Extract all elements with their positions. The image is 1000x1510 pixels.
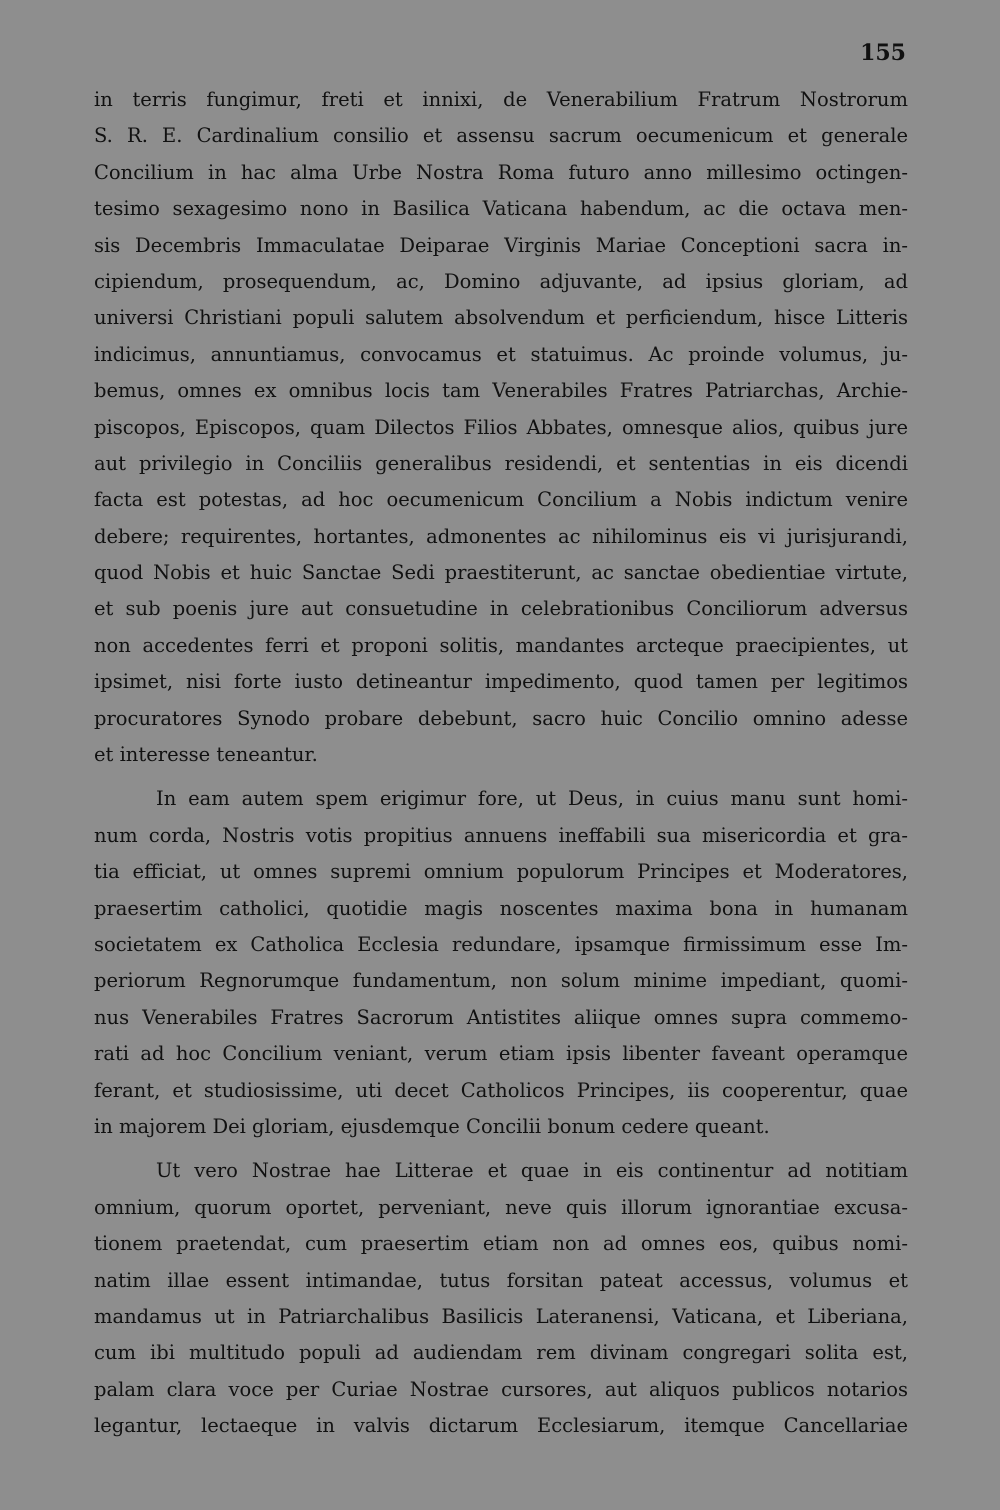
text-line: Ut vero Nostrae hae Litterae et quae in eis continentur ad notitiam — [156, 1159, 908, 1183]
text-line: universi Christiani populi salutem absolvendum et perficiendum, hisce Litteris — [94, 306, 908, 330]
paragraph — [94, 1153, 908, 1444]
paragraph — [94, 781, 908, 1145]
text-line: In eam autem spem erigimur fore, ut Deus, in cuius manu sunt homi- — [156, 787, 908, 811]
text-line: natim illae essent intimandae, tutus forsitan pateat accessus, volumus et — [94, 1268, 908, 1292]
text-line: ipsimet, nisi forte iusto detineantur impedimento, quod tamen per legitimos — [94, 670, 908, 694]
text-line: praesertim catholici, quotidie magis noscentes maxima bona in humanam — [94, 896, 908, 920]
body-text — [94, 82, 908, 1444]
text-line: et interesse teneantur. — [94, 743, 318, 767]
text-line: et sub poenis jure aut consuetudine in celebrationibus Conciliorum adversus — [94, 597, 908, 621]
text-line: nus Venerabiles Fratres Sacrorum Antistites aliique omnes supra commemo- — [94, 1005, 908, 1029]
paragraph — [94, 82, 908, 773]
text-line: procuratores Synodo probare debebunt, sacro huic Concilio omnino adesse — [94, 706, 908, 730]
text-line: Concilium in hac alma Urbe Nostra Roma futuro anno millesimo octingen- — [94, 160, 908, 184]
paragraph-gap — [94, 1145, 908, 1153]
text-line: piscopos, Episcopos, quam Dilectos Filios Abbates, omnesque alios, quibus jure — [94, 415, 908, 439]
text-line: num corda, Nostris votis propitius annuens ineffabili sua misericordia et gra- — [94, 823, 908, 847]
text-line: legantur, lectaeque in valvis dictarum Ecclesiarum, itemque Cancellariae — [94, 1414, 908, 1438]
text-line: tia efficiat, ut omnes supremi omnium populorum Principes et Moderatores, — [94, 860, 908, 884]
text-line: non accedentes ferri et proponi solitis, mandantes arcteque praecipientes, ut — [94, 633, 908, 657]
text-line: in majorem Dei gloriam, ejusdemque Concilii bonum cedere queant. — [94, 1114, 770, 1138]
text-line: societatem ex Catholica Ecclesia redundare, ipsamque firmissimum esse Im- — [94, 932, 908, 956]
text-line: bemus, omnes ex omnibus locis tam Venerabiles Fratres Patriarchas, Archie- — [94, 379, 908, 403]
page-number: 155 — [860, 40, 906, 66]
text-line: palam clara voce per Curiae Nostrae cursores, aut aliquos publicos notarios — [94, 1377, 908, 1401]
text-line: cipiendum, prosequendum, ac, Domino adjuvante, ad ipsius gloriam, ad — [94, 269, 908, 293]
text-line: sis Decembris Immaculatae Deiparae Virginis Mariae Conceptioni sacra in- — [94, 233, 908, 257]
paragraph-gap — [94, 773, 908, 781]
text-line: tionem praetendat, cum praesertim etiam non ad omnes eos, quibus nomi- — [94, 1232, 908, 1256]
text-line: indicimus, annuntiamus, convocamus et statuimus. Ac proinde volumus, ju- — [94, 342, 908, 366]
text-line: omnium, quorum oportet, perveniant, neve quis illorum ignorantiae excusa- — [94, 1195, 908, 1219]
text-line: tesimo sexagesimo nono in Basilica Vaticana habendum, ac die octava men- — [94, 197, 908, 221]
text-line: mandamus ut in Patriarchalibus Basilicis Lateranensi, Vaticana, et Liberiana, — [94, 1304, 908, 1328]
text-line: facta est potestas, ad hoc oecumenicum Concilium a Nobis indictum venire — [94, 488, 908, 512]
text-line: in terris fungimur, freti et innixi, de Venerabilium Fratrum Nostrorum — [94, 88, 908, 111]
text-line: quod Nobis et huic Sanctae Sedi praestiterunt, ac sanctae obedientiae virtute, — [94, 561, 908, 585]
text-line: ferant, et studiosissime, uti decet Catholicos Principes, iis cooperentur, quae — [94, 1078, 908, 1102]
text-line: periorum Regnorumque fundamentum, non solum minime impediant, quomi- — [94, 969, 908, 993]
text-line: aut privilegio in Conciliis generalibus residendi, et sententias in eis dicendi — [94, 451, 908, 475]
text-line: cum ibi multitudo populi ad audiendam rem divinam congregari solita est, — [94, 1341, 908, 1365]
text-line: rati ad hoc Concilium veniant, verum etiam ipsis libenter faveant operamque — [94, 1042, 908, 1066]
text-line: debere; requirentes, hortantes, admonentes ac nihilominus eis vi jurisjurandi, — [94, 524, 908, 548]
text-line: S. R. E. Cardinalium consilio et assensu sacrum oecumenicum et generale — [94, 124, 908, 148]
